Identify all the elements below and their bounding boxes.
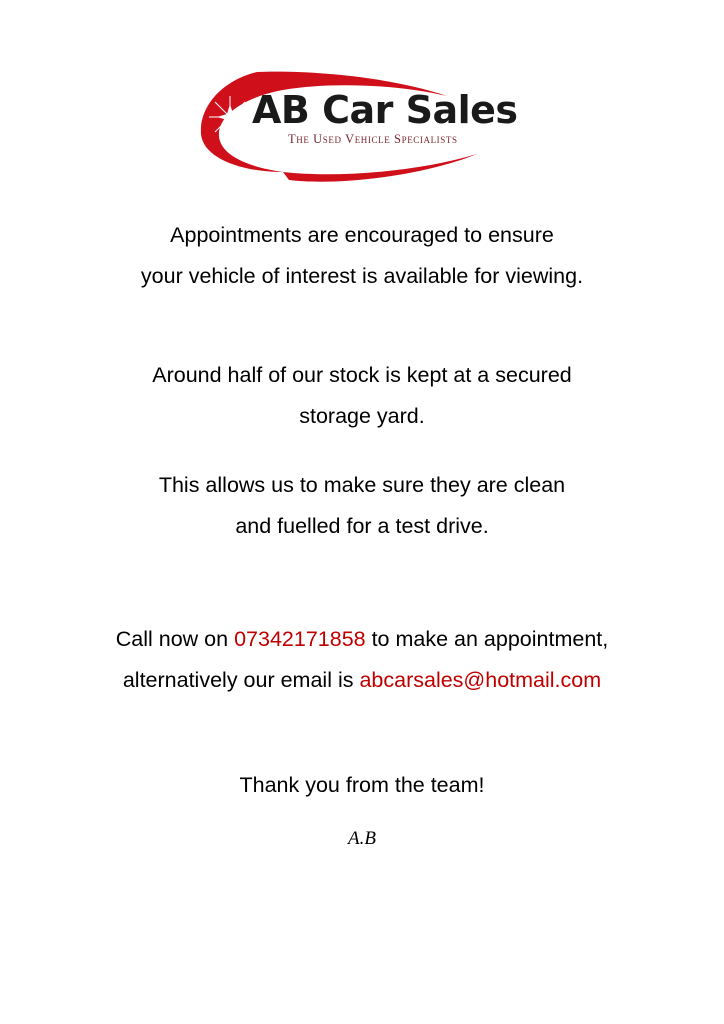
call-prefix: Call now on: [115, 627, 235, 651]
stock-line-1: Around half of our stock is kept at a secured: [152, 363, 572, 387]
call-line: [0, 619, 724, 660]
logo-tagline: The Used Vehicle Specialists: [288, 132, 458, 146]
logo-inner: [197, 62, 527, 182]
phone-number[interactable]: 07342171858: [234, 627, 366, 651]
logo-brand-text: AB Car Sales: [252, 88, 518, 132]
spacer-4: [0, 701, 724, 765]
company-logo: [0, 62, 724, 192]
intro-line-1: Appointments are encouraged to ensure: [170, 223, 554, 247]
clean-line-1: This allows us to make sure they are clean: [158, 473, 566, 497]
stock-line-2: storage yard.: [299, 404, 425, 428]
flyer-content: [0, 215, 724, 873]
spacer-3: [0, 547, 724, 619]
intro-line-2: your vehicle of interest is available for viewing.: [140, 264, 584, 288]
email-address[interactable]: abcarsales@hotmail.com: [359, 668, 602, 692]
signature-text: A.B: [348, 828, 376, 849]
clean-line-2: and fuelled for a test drive.: [235, 514, 489, 538]
email-line: [0, 660, 724, 701]
call-suffix: to make an appointment,: [365, 627, 609, 651]
closing-line: Thank you from the team!: [239, 773, 485, 797]
spacer-2: [0, 437, 724, 465]
email-prefix: alternatively our email is: [122, 668, 360, 692]
spacer-1: [0, 297, 724, 355]
